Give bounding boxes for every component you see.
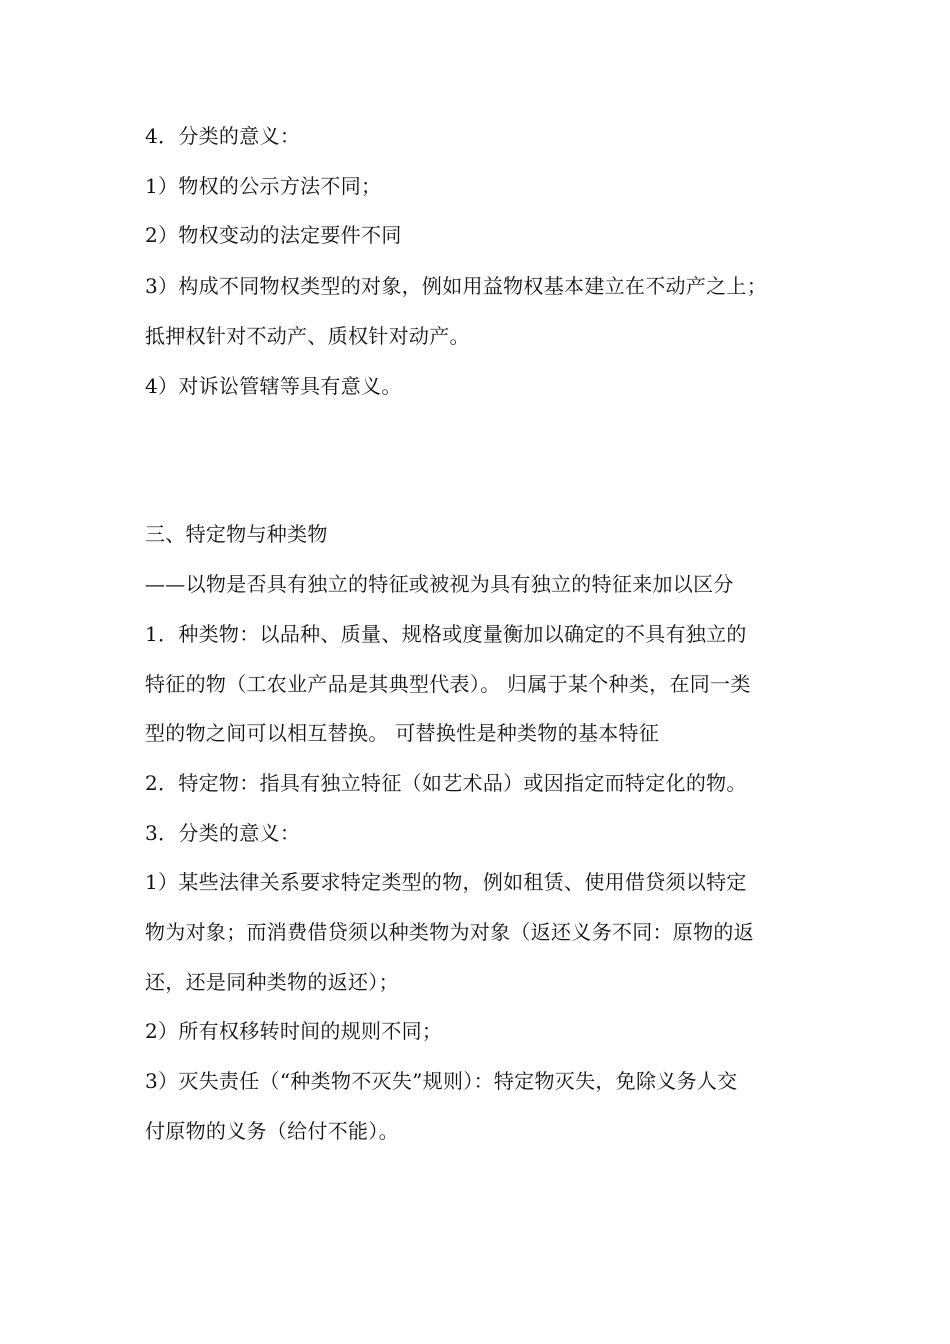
paragraph-line: 1．种类物：以品种、质量、规格或度量衡加以确定的不具有独立的 (145, 622, 747, 646)
section-heading-classification-significance: 4．分类的意义： (145, 124, 301, 148)
paragraph-line: 1）某些法律关系要求特定类型的物，例如租赁、使用借贷须以特定 (145, 870, 747, 894)
paragraph-line: 2）所有权移转时间的规则不同； (145, 1019, 443, 1043)
paragraph-line: 2）物权变动的法定要件不同 (145, 223, 402, 247)
paragraph-line: 3．分类的意义： (145, 821, 301, 845)
paragraph-line: 4）对诉讼管辖等具有意义。 (145, 374, 402, 398)
paragraph-line: 型的物之间可以相互替换。 可替换性是种类物的基本特征 (145, 721, 660, 745)
paragraph-line: 特征的物（工农业产品是其典型代表）。 归属于某个种类，在同一类 (145, 672, 751, 696)
paragraph-line: 3）构成不同物权类型的对象，例如用益物权基本建立在不动产之上； (145, 274, 768, 298)
paragraph-line: 付原物的义务（给付不能）。 (145, 1119, 399, 1143)
section-title: 三、特定物与种类物 (145, 522, 328, 546)
paragraph-line: 1）物权的公示方法不同； (145, 174, 382, 198)
paragraph-line: 物为对象；而消费借贷须以种类物为对象（返还义务不同：原物的返 (145, 920, 754, 944)
section-subtitle: ——以物是否具有独立的特征或被视为具有独立的特征来加以区分 (145, 572, 734, 596)
paragraph-line: 还，还是同种类物的返还）； (145, 970, 399, 994)
paragraph-line: 3）灭失责任（“种类物不灭失”规则）：特定物灭失，免除义务人交 (145, 1069, 738, 1093)
paragraph-line: 2．特定物：指具有独立特征（如艺术品）或因指定而特定化的物。 (145, 771, 747, 795)
paragraph-line: 抵押权针对不动产、质权针对动产。 (145, 324, 470, 348)
